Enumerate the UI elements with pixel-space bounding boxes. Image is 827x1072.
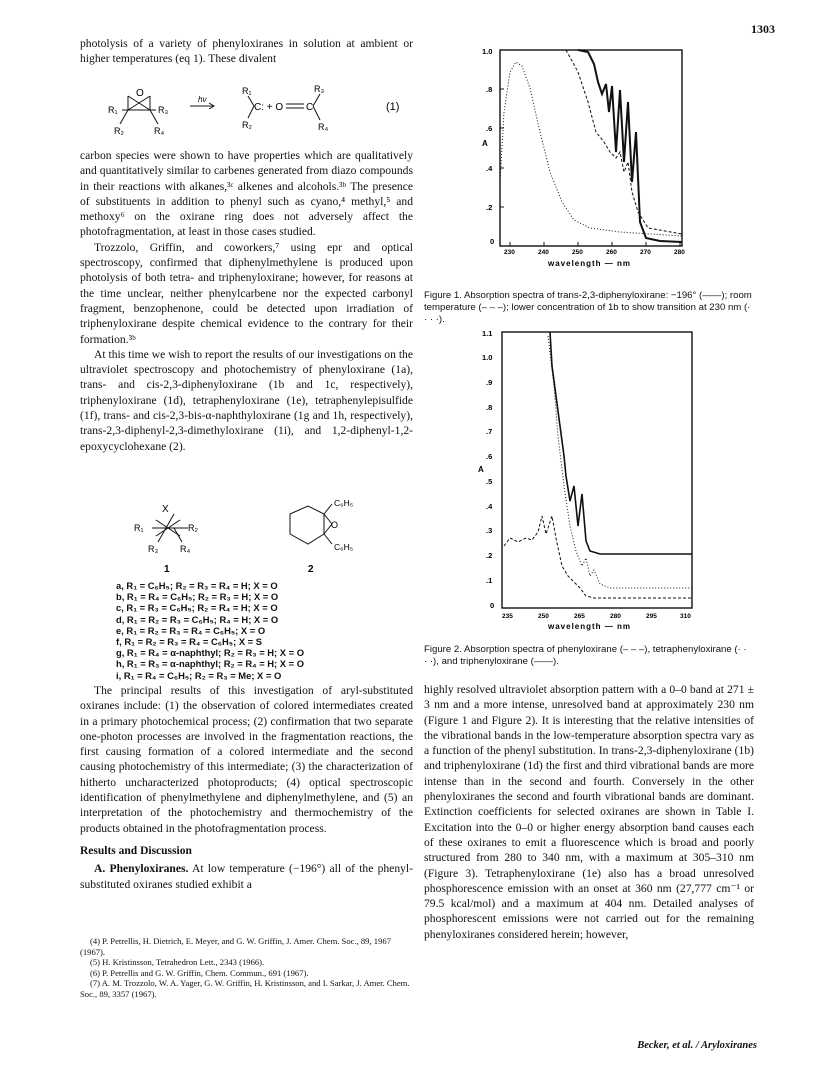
- x-tick: 240: [538, 249, 549, 256]
- footnote: (7) A. M. Trozzolo, W. A. Yager, G. W. Griffin, H. Kristinsson, and I. Sarkar, J. Amer. Chem. Soc., 89, 3357 (1967).: [80, 978, 410, 999]
- paragraph-phenyloxiranes: At low temperature (−196°) all of the phenyl-substituted oxiranes studied exhibit a: [80, 862, 413, 891]
- svg-text:R₁: R₁: [242, 86, 252, 96]
- figure-2-plot: [470, 326, 700, 638]
- footnote: (5) H. Kristinsson, Tetrahedron Lett., 2343 (1966).: [90, 957, 265, 968]
- compound-item: c, R₁ = R₃ = C₆H₅; R₂ = R₄ = H; X = O: [116, 602, 278, 614]
- compound-item: h, R₁ = R₃ = α-naphthyl; R₂ = R₄ = H; X = O: [116, 658, 304, 670]
- svg-text:R₃: R₃: [158, 105, 169, 115]
- structure-1-label: 1: [164, 564, 170, 575]
- curve-low-temperature: [578, 50, 682, 242]
- x-tick: 250: [538, 613, 549, 620]
- figure-2: [470, 326, 700, 638]
- y-tick: .8: [486, 85, 493, 94]
- compound-item: i, R₁ = R₄ = C₆H₅; R₂ = R₃ = Me; X = O: [116, 669, 282, 681]
- page-number: 1303: [751, 22, 775, 36]
- y-tick: .4: [486, 502, 493, 511]
- x-tick: 280: [674, 249, 685, 256]
- y-tick: 1.0: [482, 353, 493, 362]
- compound-item: e, R₁ = R₂ = R₃ = R₄ = C₆H₅; X = O: [116, 624, 266, 636]
- y-tick: .8: [486, 403, 493, 412]
- x-tick: 280: [610, 613, 621, 620]
- svg-text:O: O: [136, 88, 144, 99]
- y-tick: 0: [490, 237, 495, 246]
- compound-item: g, R₁ = R₄ = α-naphthyl; R₂ = R₃ = H; X = O: [116, 647, 304, 659]
- running-footer: Becker, et al. / Aryloxiranes: [637, 1040, 757, 1051]
- svg-text:R₄: R₄: [318, 122, 329, 132]
- svg-text:O: O: [331, 520, 339, 530]
- y-tick: .1: [486, 576, 493, 585]
- svg-text:C₆H₅: C₆H₅: [334, 500, 354, 508]
- compound-list: [116, 580, 416, 681]
- y-tick: .4: [486, 164, 493, 173]
- left-column-body: [80, 148, 413, 454]
- x-tick: 260: [606, 249, 617, 256]
- paragraph-intro: photolysis of a variety of phenyloxiranes in solution at ambient or higher temperatures (eq 1). These divalent: [80, 37, 413, 66]
- curve-phenyloxirane: [504, 516, 692, 598]
- svg-text:R₃: R₃: [148, 544, 159, 554]
- paragraph-uv-pattern: highly resolved ultraviolet absorption pattern with a 0–0 band at 271 ± 3 nm and a more intense, unresolved band at approximately 230 nm (Figure 1 and Figure 2). It is interesting that the relative intensities of the vibrational bands in the low-temperature absorption spectra vary as a function of the phenyl substitution. In trans-2,3-diphenyloxirane (1b) and triphenyloxirane (1d) the first and third vibrational bands are more intense than in the second and fourth. Conversely in the other phenyloxiranes the second and fourth vibrational bands are dominant. Extinction coefficients for selected oxiranes are shown in Table I. Excitation into the 0–0 or higher energy absorption band causes each of these oxiranes to emit a fluorescence which is broad and poorly structured from 280 to 340 nm, with a maximum at 305–310 nm (Figure 3). Tetraphenyloxirane (1e) also has a broad unresolved phosphorescence emission with an onset at 360 nm (27,777 cm⁻¹ or 79.5 kcal/mol) and a maximum at 404 nm. Detailed analyses of phosphorescent emissions were not carried out for the remaining phenyloxiranes considered herein; however,: [424, 683, 754, 941]
- curve-triphenyloxirane: [550, 332, 692, 554]
- paragraph-trozzolo: Trozzolo, Griffin, and coworkers,⁷ using epr and optical spectroscopy, confirmed that diphenylmethylene is produced upon photolysis of both tetra- and triphenyloxirane; however, for reasons at the time unclear, neither phenylcarbene nor the expected carbonyl fragment, benzophenone, could be detected upon irradiation of triphenyloxirane despite chemical evidence to the contrary for their formation.³ᵇ: [80, 240, 413, 346]
- y-tick: .2: [486, 203, 493, 212]
- y-tick: .6: [486, 124, 493, 133]
- x-axis-label: wavelength — nm: [548, 622, 632, 631]
- y-tick: 1.0: [482, 47, 493, 56]
- compound-item: f, R₁ = R₂ = R₃ = R₄ = C₆H₅; X = S: [116, 636, 263, 648]
- svg-text:C₆H₅: C₆H₅: [334, 542, 354, 552]
- x-tick: 230: [504, 249, 515, 256]
- y-tick: .6: [486, 452, 493, 461]
- paragraph-investigations: At this time we wish to report the results of our investigations on the ultraviolet spectroscopy and photochemistry of phenyloxirane (1a), trans- and cis-2,3-diphenyloxirane (1b and 1c, respectively), triphenyloxirane (1d), tetraphenyloxirane (1e), tetraphenylepisulfide (1f), trans- and cis-2,3-bis-α-naphthyloxirane (1g and 1h, respectively), trans-2,3-diphenyl-2,3-dimethyloxirane (1i), and 1,2-diphenyl-1,2-epoxycyclohexane (2).: [80, 347, 413, 453]
- subsection-heading: A. Phenyloxiranes.: [94, 862, 189, 876]
- y-axis-letter: A: [482, 139, 488, 148]
- x-tick: 310: [680, 613, 691, 620]
- hv-label: hν: [198, 95, 207, 104]
- svg-text:R₁: R₁: [108, 105, 118, 115]
- compound-item: d, R₁ = R₂ = R₃ = C₆H₅; R₄ = H; X = O: [116, 613, 279, 625]
- figure-1-caption: Figure 1. Absorption spectra of trans-2,3-diphenyloxirane: −196° (——); room temperature (– – –); lower concentration of 1b to show transition at 230 nm (· · · ·).: [424, 290, 752, 325]
- x-tick: 250: [572, 249, 583, 256]
- figure-2-caption: Figure 2. Absorption spectra of phenyloxirane (– – –), tetraphenyloxirane (· · · ·), and triphenyloxirane (——).: [424, 644, 747, 667]
- curve-tetraphenyloxirane: [548, 336, 692, 588]
- equation-1: [108, 84, 418, 146]
- svg-text:R₂: R₂: [188, 523, 198, 533]
- left-column: [80, 36, 413, 67]
- x-tick: 270: [640, 249, 651, 256]
- svg-text:R₂: R₂: [242, 120, 252, 130]
- figure-1-plot: [470, 42, 690, 272]
- svg-text:R₄: R₄: [154, 126, 165, 136]
- footnotes: [80, 936, 413, 1000]
- curve-low-concentration: [500, 62, 682, 236]
- structure-2-label: 2: [308, 564, 314, 575]
- figure-1: [470, 42, 690, 272]
- structures-1-2: [128, 500, 368, 578]
- y-tick: .5: [486, 477, 493, 486]
- y-tick: 0: [490, 601, 495, 610]
- section-heading: Results and Discussion: [80, 844, 192, 857]
- compound-item: a, R₁ = C₆H₅; R₂ = R₃ = R₄ = H; X = O: [116, 580, 278, 591]
- y-tick: .7: [486, 427, 493, 436]
- svg-text:R₃: R₃: [314, 84, 325, 94]
- y-tick: 1.1: [482, 329, 493, 338]
- equation-number: (1): [386, 101, 400, 113]
- paragraph-carbenes: carbon species were shown to have properties which are qualitatively and quantitatively similar to carbenes generated from diazo compounds in their reactions with alkanes,³ᶜ alkenes and alcohols.³ᵇ The presence of substituents in addition to phenyl such as cyano,⁴ methyl,⁵ and methoxy⁶ on the oxirane ring does not adversely affect the photofragmentation, at least in those cases studied.: [80, 149, 413, 239]
- svg-text:X: X: [162, 504, 169, 515]
- svg-text:R₂: R₂: [114, 126, 124, 136]
- y-tick: .3: [486, 526, 493, 535]
- y-tick: .9: [486, 378, 493, 387]
- x-axis-label: wavelength — nm: [548, 259, 632, 268]
- y-tick: .2: [486, 551, 493, 560]
- paragraph-principal-results: The principal results of this investigation of aryl-substituted oxiranes include: (1) the observation of colored intermediates created in a primary photochemical process; (2) confirmation that two separate one-photon processes are involved in the fragmentation reactions, the first causing formation of a colored intermediate and the second causing photochemistry of this intermediate; (3) the characterization of hitherto uncharacterized photoproducts; (4) optical spectroscopic identification of phenylmethylene and diphenylmethylene, and (5) an interpretation of the photochemistry and thermochemistry of the products obtained in the photofragmentation process.: [80, 684, 413, 835]
- x-tick: 235: [502, 613, 513, 620]
- x-tick: 265: [574, 613, 585, 620]
- svg-text:R₄: R₄: [180, 544, 191, 554]
- svg-text:R₁: R₁: [134, 523, 144, 533]
- svg-text:C: + O: C: + O: [254, 102, 284, 113]
- curve-room-temperature: [566, 50, 682, 234]
- footnote: (6) P. Petrellis and G. W. Griffin, Chem. Commun., 691 (1967).: [90, 967, 309, 978]
- right-column: [424, 682, 754, 942]
- x-tick: 295: [646, 613, 657, 620]
- footnote: (4) P. Petrellis, H. Dietrich, E. Meyer, and G. W. Griffin, J. Amer. Chem. Soc., 89, 1967 (1967).: [80, 936, 391, 957]
- y-axis-letter: A: [478, 465, 484, 474]
- left-column-results: [80, 683, 413, 892]
- svg-text:C: C: [306, 102, 314, 113]
- compound-item: b, R₁ = R₄ = C₆H₅; R₂ = R₃ = H; X = O: [116, 591, 279, 603]
